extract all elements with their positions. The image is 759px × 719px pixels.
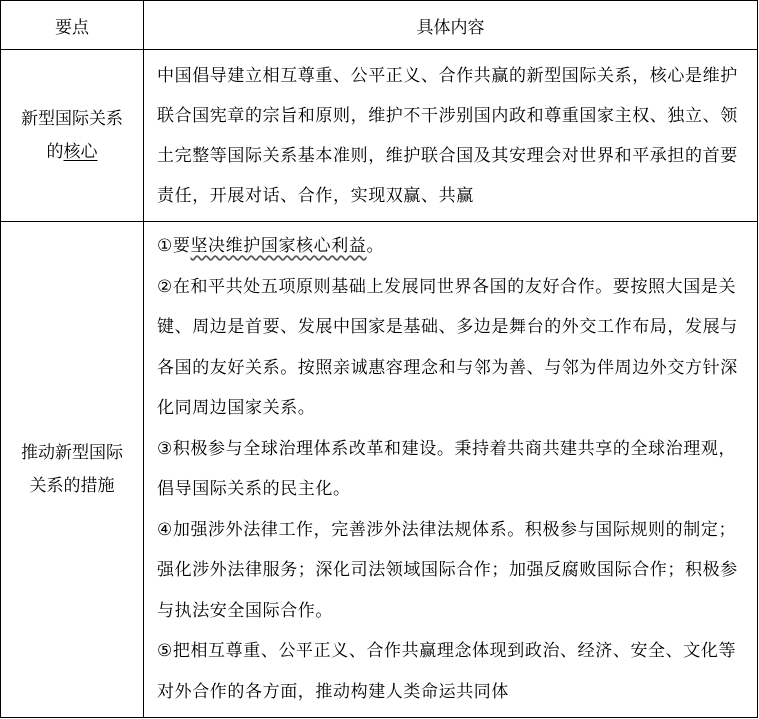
row-key-cell (1, 50, 144, 222)
row-key-line1: 新型国际关系 (21, 108, 123, 129)
list-item: ③积极参与全球治理体系改革和建设。秉持着共商共建共享的全球治理观，倡导国际关系的民主化。 (157, 438, 737, 499)
row-key-line1: 推动新型国际 (21, 442, 123, 463)
row-content-cell (144, 222, 758, 718)
item-prefix: ①要 (157, 236, 191, 256)
row-content-cell (144, 50, 758, 222)
list-item: ⑤把相互尊重、公平正义、合作共赢理念体现到政治、经济、安全、文化等对外合作的各方面，推动构建人类命运共同体 (157, 641, 737, 702)
row-key-cell (1, 222, 144, 718)
header-content: 具体内容 (144, 1, 758, 50)
table-row (1, 50, 758, 222)
header-row (1, 1, 758, 50)
row-key-line2-underlined: 核心 (63, 141, 98, 162)
row-key-line2 (9, 136, 135, 169)
item-emphasis: 坚决维护国家核心利益 (190, 236, 367, 256)
table-row (1, 222, 758, 718)
row-key-line2: 关系的措施 (29, 475, 115, 496)
header-key: 要点 (1, 1, 144, 50)
item-suffix: 。 (366, 236, 385, 256)
row-key-line2-prefix: 的 (46, 141, 64, 162)
row-content-text: 中国倡导建立相互尊重、公平正义、合作共赢的新型国际关系，核心是维护联合国宪章的宗旨和原则，维护不干涉别国内政和尊重国家主权、独立、领土完整等国际关系基本准则，维护联合国及其安理会对世界和平承担的首要责任，开展对话、合作，实现双赢、共赢 (157, 65, 738, 206)
list-item: ②在和平共处五项原则基础上发展同世界各国的友好合作。要按照大国是关键、周边是首要、发展中国家是基础、多边是舞台的外交工作布局，发展与各国的友好关系。按照亲诚惠容理念和与邻为善、与邻为伴周边外交方针深化同周边国家关系。 (157, 276, 738, 418)
list-item (157, 226, 753, 267)
list-item: ④加强涉外法律工作，完善涉外法律法规体系。积极参与国际规则的制定；强化涉外法律服务；深化司法领域国际合作；加强反腐败国际合作；积极参与执法安全国际合作。 (157, 519, 738, 621)
